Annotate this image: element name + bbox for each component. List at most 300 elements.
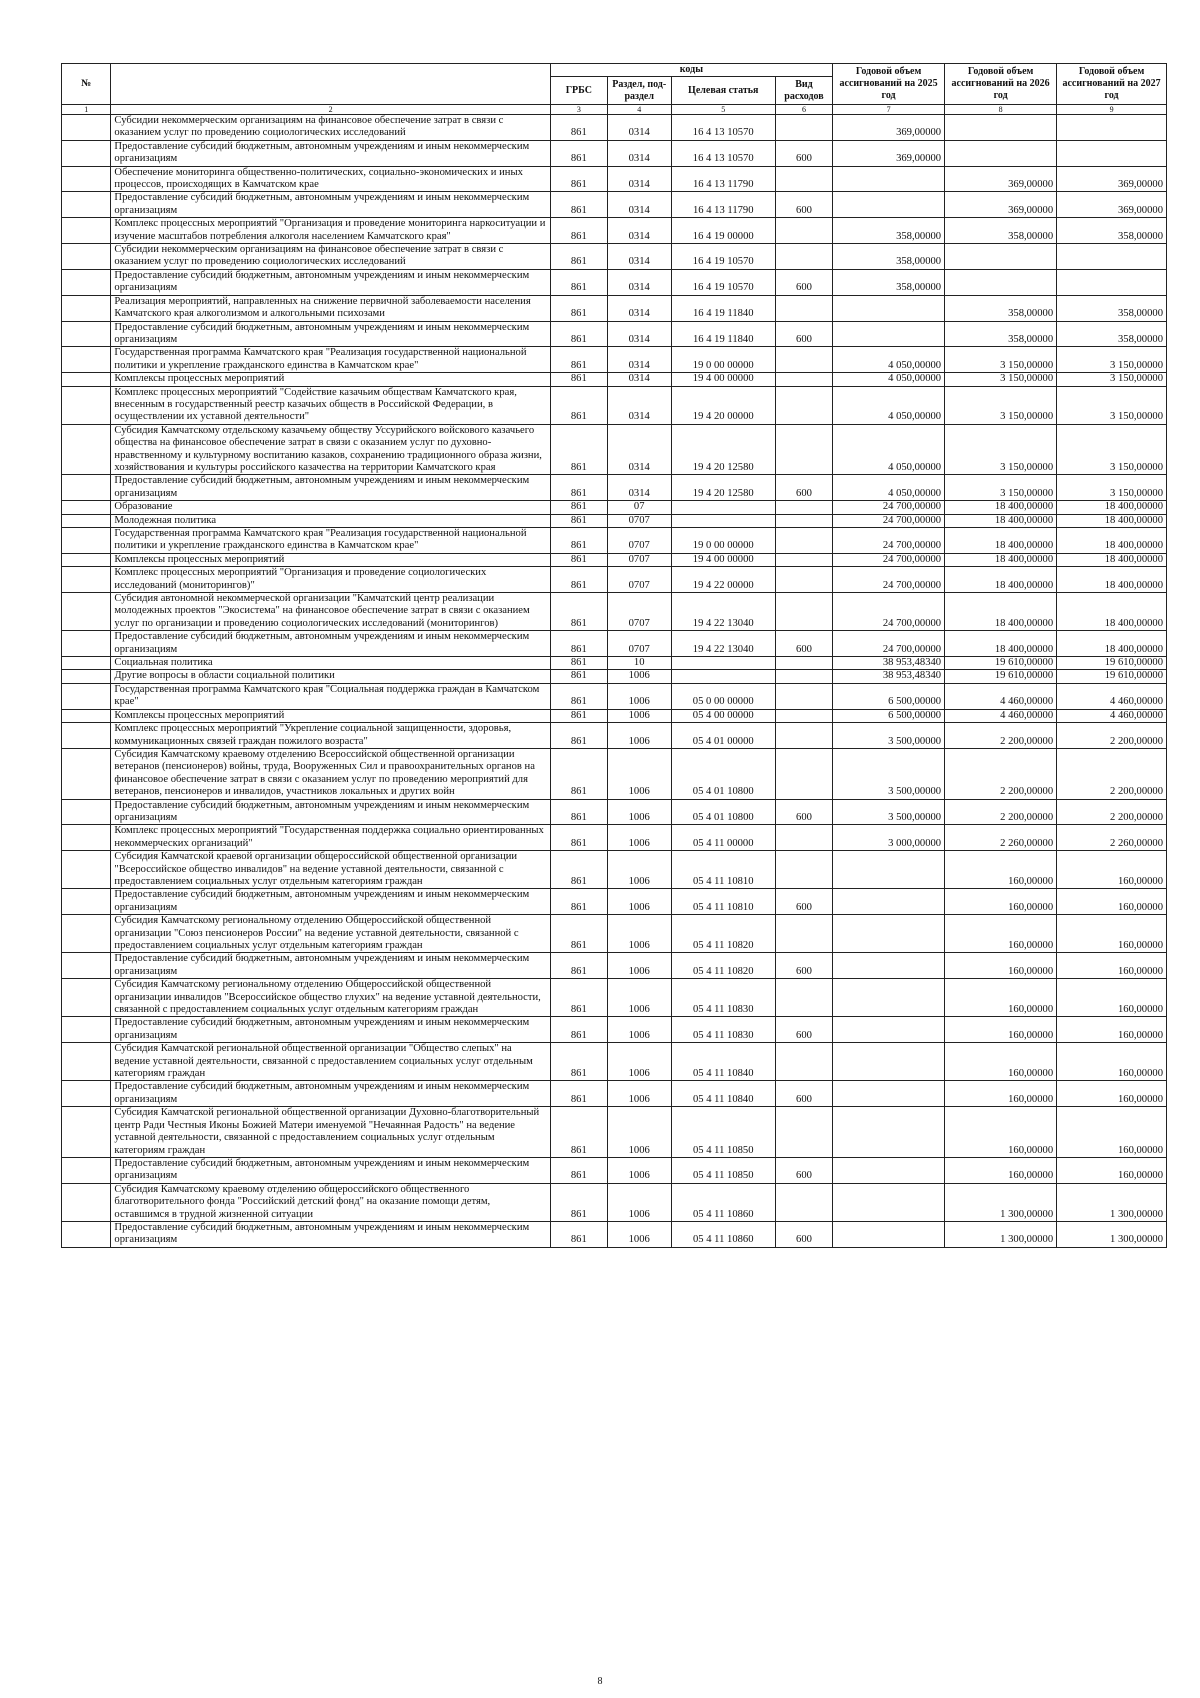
cell-expense-type: [775, 1183, 832, 1221]
cell-grbs: 861: [550, 825, 607, 851]
cell-num: [62, 670, 111, 683]
cell-amount-2027: 18 400,00000: [1057, 631, 1167, 657]
cell-expense-type: [775, 593, 832, 631]
cell-name: Субсидия Камчатской региональной общественной организации Духовно-благотворительный центр Ради Честныя Иконы Божией Матери именуемой "Нечаянная Радость" на ведение уставной деятельности, связанной с предоставлением социальных услуг отдельным категориям граждан: [111, 1107, 550, 1158]
cell-name: Субсидия Камчатской краевой организации общероссийской общественной организации "Всероссийское общество инвалидов" на ведение уставной деятельности, связанной с предоставлением социальных услуг отдельным категориям граждан: [111, 851, 550, 889]
budget-table: [61, 63, 1167, 1248]
table-row: [62, 244, 1167, 270]
cell-target-article: 19 4 20 12580: [671, 424, 775, 475]
table-row: [62, 670, 1167, 683]
cell-amount-2026: 160,00000: [945, 1107, 1057, 1158]
cell-num: [62, 631, 111, 657]
cell-amount-2027: 4 460,00000: [1057, 683, 1167, 709]
cell-amount-2027: 2 200,00000: [1057, 799, 1167, 825]
cell-amount-2025: 358,00000: [833, 244, 945, 270]
header-exp-type: Вид расходов: [775, 77, 832, 105]
cell-amount-2026: 3 150,00000: [945, 386, 1057, 424]
header-codes: коды: [550, 64, 832, 77]
cell-expense-type: [775, 501, 832, 514]
cell-amount-2026: [945, 244, 1057, 270]
cell-amount-2026: 18 400,00000: [945, 593, 1057, 631]
cell-grbs: 861: [550, 670, 607, 683]
cell-grbs: 861: [550, 631, 607, 657]
cell-amount-2025: [833, 979, 945, 1017]
cell-amount-2026: 358,00000: [945, 218, 1057, 244]
cell-amount-2027: 1 300,00000: [1057, 1183, 1167, 1221]
cell-name: Реализация мероприятий, направленных на снижение первичной заболеваемости населения Камчатского края алкоголизмом и алкогольными психозами: [111, 295, 550, 321]
cell-expense-type: [775, 244, 832, 270]
cell-num: [62, 553, 111, 566]
cell-num: [62, 1157, 111, 1183]
cell-target-article: 19 4 00 00000: [671, 553, 775, 566]
cell-num: [62, 979, 111, 1017]
cell-section: 0314: [607, 295, 671, 321]
cell-amount-2026: 19 610,00000: [945, 657, 1057, 670]
cell-amount-2026: 2 200,00000: [945, 723, 1057, 749]
cell-name: Молодежная политика: [111, 514, 550, 527]
cell-expense-type: [775, 825, 832, 851]
cell-amount-2025: [833, 915, 945, 953]
cell-target-article: 16 4 13 10570: [671, 140, 775, 166]
table-row: [62, 424, 1167, 475]
cell-amount-2027: [1057, 244, 1167, 270]
cell-expense-type: [775, 218, 832, 244]
cell-amount-2026: 18 400,00000: [945, 631, 1057, 657]
cell-amount-2026: 18 400,00000: [945, 501, 1057, 514]
cell-section: 1006: [607, 915, 671, 953]
cell-amount-2027: 18 400,00000: [1057, 501, 1167, 514]
cell-num: [62, 953, 111, 979]
cell-section: 0707: [607, 567, 671, 593]
cell-num: [62, 295, 111, 321]
column-numbers-row: [62, 105, 1167, 115]
cell-section: 1006: [607, 1221, 671, 1247]
cell-grbs: 861: [550, 1043, 607, 1081]
cell-amount-2026: 160,00000: [945, 1081, 1057, 1107]
cell-grbs: 861: [550, 1157, 607, 1183]
cell-amount-2026: 2 200,00000: [945, 748, 1057, 799]
cell-section: 1006: [607, 953, 671, 979]
table-row: [62, 748, 1167, 799]
budget-table-sheet: [61, 63, 1167, 1248]
cell-expense-type: [775, 1043, 832, 1081]
cell-amount-2026: 358,00000: [945, 295, 1057, 321]
cell-grbs: 861: [550, 218, 607, 244]
cell-expense-type: [775, 553, 832, 566]
cell-target-article: 16 4 19 00000: [671, 218, 775, 244]
table-row: [62, 1043, 1167, 1081]
cell-amount-2027: 160,00000: [1057, 1107, 1167, 1158]
cell-amount-2026: 160,00000: [945, 1017, 1057, 1043]
cell-amount-2027: 4 460,00000: [1057, 709, 1167, 722]
table-row: [62, 166, 1167, 192]
cell-amount-2027: 18 400,00000: [1057, 593, 1167, 631]
table-row: [62, 514, 1167, 527]
cell-num: [62, 1081, 111, 1107]
cell-name: Комплекс процессных мероприятий "Государственная поддержка социально ориентированных некоммерческих организаций": [111, 825, 550, 851]
cell-name: Субсидия Камчатскому региональному отделению Общероссийской общественной организации "Союз пенсионеров России" на ведение уставной деятельности, связанной с предоставлением социальных услуг отдельным категориям граждан: [111, 915, 550, 953]
cell-target-article: 05 4 11 10820: [671, 953, 775, 979]
cell-amount-2027: 3 150,00000: [1057, 475, 1167, 501]
cell-expense-type: 600: [775, 475, 832, 501]
cell-amount-2025: 4 050,00000: [833, 424, 945, 475]
cell-expense-type: 600: [775, 1157, 832, 1183]
cell-amount-2025: [833, 1017, 945, 1043]
cell-amount-2026: 160,00000: [945, 953, 1057, 979]
cell-num: [62, 657, 111, 670]
cell-section: 1006: [607, 1183, 671, 1221]
cell-num: [62, 683, 111, 709]
cell-expense-type: 600: [775, 799, 832, 825]
cell-amount-2026: 3 150,00000: [945, 424, 1057, 475]
cell-expense-type: [775, 683, 832, 709]
cell-target-article: 19 4 22 00000: [671, 567, 775, 593]
cell-target-article: [671, 514, 775, 527]
cell-name: Комплексы процессных мероприятий: [111, 709, 550, 722]
cell-target-article: 19 4 22 13040: [671, 631, 775, 657]
cell-amount-2025: [833, 1157, 945, 1183]
cell-section: 1006: [607, 799, 671, 825]
cell-name: Государственная программа Камчатского края "Реализация государственной национальной политики и укрепление гражданского единства в Камчатском крае": [111, 528, 550, 554]
cell-amount-2025: 24 700,00000: [833, 528, 945, 554]
cell-section: 0314: [607, 373, 671, 386]
cell-name: Предоставление субсидий бюджетным, автономным учреждениям и иным некоммерческим организациям: [111, 631, 550, 657]
cell-grbs: 861: [550, 514, 607, 527]
header-grbs: ГРБС: [550, 77, 607, 105]
cell-amount-2027: 18 400,00000: [1057, 567, 1167, 593]
cell-section: 07: [607, 501, 671, 514]
cell-target-article: 19 4 20 00000: [671, 386, 775, 424]
cell-num: [62, 269, 111, 295]
cell-grbs: 861: [550, 166, 607, 192]
cell-name: Субсидия Камчатскому отдельскому казачьему обществу Уссурийского войскового казачьего общества на финансовое обеспечение затрат в связи с оказанием услуг по духовно-нравственному и культурному воспитанию казаков, сохранению традиционного образа жизни, хозяйствования и культуры российского казачества на территории Камчатского края: [111, 424, 550, 475]
cell-target-article: 19 0 00 00000: [671, 347, 775, 373]
cell-amount-2025: 4 050,00000: [833, 373, 945, 386]
cell-target-article: 16 4 19 10570: [671, 269, 775, 295]
cell-name: Комплекс процессных мероприятий "Укрепление социальной защищенности, здоровья, коммуникационных связей граждан пожилого возраста": [111, 723, 550, 749]
table-row: [62, 373, 1167, 386]
cell-grbs: 861: [550, 567, 607, 593]
col-number: 6: [775, 105, 832, 115]
table-row: [62, 593, 1167, 631]
cell-num: [62, 218, 111, 244]
cell-amount-2025: [833, 166, 945, 192]
cell-name: Субсидия Камчатскому краевому отделению Всероссийской общественной организации ветеранов (пенсионеров) войны, труда, Вооруженных Сил и правоохранительных органов на финансовое обеспечение затрат в связи с оказанием услуг по проведению мероприятий для ветеранов, пенсионеров и инвалидов, участников локальных и других войн: [111, 748, 550, 799]
cell-amount-2027: 160,00000: [1057, 851, 1167, 889]
cell-amount-2026: 18 400,00000: [945, 514, 1057, 527]
col-number: 2: [111, 105, 550, 115]
cell-grbs: 861: [550, 386, 607, 424]
cell-num: [62, 514, 111, 527]
cell-amount-2025: [833, 953, 945, 979]
cell-num: [62, 424, 111, 475]
cell-section: 1006: [607, 723, 671, 749]
cell-expense-type: [775, 979, 832, 1017]
cell-expense-type: 600: [775, 321, 832, 347]
cell-section: 0314: [607, 424, 671, 475]
cell-amount-2025: [833, 851, 945, 889]
cell-num: [62, 1221, 111, 1247]
cell-amount-2026: 369,00000: [945, 192, 1057, 218]
cell-amount-2027: 160,00000: [1057, 1043, 1167, 1081]
cell-expense-type: 600: [775, 269, 832, 295]
cell-amount-2025: 24 700,00000: [833, 567, 945, 593]
cell-target-article: 05 4 11 10820: [671, 915, 775, 953]
header-2027: Годовой объем ассигнований на 2027 год: [1057, 64, 1167, 105]
cell-section: 0314: [607, 166, 671, 192]
cell-section: 1006: [607, 979, 671, 1017]
cell-amount-2026: 3 150,00000: [945, 475, 1057, 501]
cell-amount-2027: [1057, 269, 1167, 295]
cell-amount-2027: 19 610,00000: [1057, 657, 1167, 670]
cell-amount-2027: 3 150,00000: [1057, 386, 1167, 424]
cell-amount-2025: 6 500,00000: [833, 683, 945, 709]
cell-num: [62, 347, 111, 373]
header-2026: Годовой объем ассигнований на 2026 год: [945, 64, 1057, 105]
cell-num: [62, 567, 111, 593]
cell-amount-2026: 160,00000: [945, 1157, 1057, 1183]
cell-grbs: 861: [550, 321, 607, 347]
cell-section: 0314: [607, 115, 671, 141]
cell-section: 1006: [607, 889, 671, 915]
cell-target-article: 05 4 11 10810: [671, 851, 775, 889]
cell-section: 1006: [607, 851, 671, 889]
cell-target-article: [671, 657, 775, 670]
cell-num: [62, 321, 111, 347]
cell-section: 1006: [607, 825, 671, 851]
cell-amount-2026: 18 400,00000: [945, 567, 1057, 593]
cell-expense-type: [775, 166, 832, 192]
cell-name: Предоставление субсидий бюджетным, автономным учреждениям и иным некоммерческим организациям: [111, 475, 550, 501]
cell-expense-type: [775, 670, 832, 683]
cell-name: Обеспечение мониторинга общественно-политических, социально-экономических и иных процессов, происходящих в Камчатском крае: [111, 166, 550, 192]
cell-expense-type: [775, 386, 832, 424]
table-row: [62, 915, 1167, 953]
cell-target-article: 05 4 01 00000: [671, 723, 775, 749]
cell-amount-2026: 2 260,00000: [945, 825, 1057, 851]
cell-amount-2027: 18 400,00000: [1057, 514, 1167, 527]
cell-amount-2025: 369,00000: [833, 140, 945, 166]
cell-section: 1006: [607, 1017, 671, 1043]
cell-target-article: 05 4 11 10830: [671, 979, 775, 1017]
cell-target-article: 05 4 11 10840: [671, 1081, 775, 1107]
cell-grbs: 861: [550, 657, 607, 670]
cell-name: Комплекс процессных мероприятий "Организация и проведение социологических исследований (мониторингов)": [111, 567, 550, 593]
cell-target-article: 16 4 19 11840: [671, 295, 775, 321]
cell-target-article: 05 4 11 10810: [671, 889, 775, 915]
cell-amount-2027: 2 200,00000: [1057, 748, 1167, 799]
table-row: [62, 218, 1167, 244]
cell-expense-type: [775, 424, 832, 475]
cell-section: 0314: [607, 269, 671, 295]
cell-expense-type: 600: [775, 889, 832, 915]
cell-grbs: 861: [550, 244, 607, 270]
cell-amount-2025: 24 700,00000: [833, 593, 945, 631]
col-number: 4: [607, 105, 671, 115]
cell-amount-2027: 2 260,00000: [1057, 825, 1167, 851]
cell-grbs: 861: [550, 683, 607, 709]
cell-amount-2025: 369,00000: [833, 115, 945, 141]
cell-name: Предоставление субсидий бюджетным, автономным учреждениям и иным некоммерческим организациям: [111, 1221, 550, 1247]
cell-name: Предоставление субсидий бюджетным, автономным учреждениям и иным некоммерческим организациям: [111, 799, 550, 825]
cell-amount-2026: 160,00000: [945, 979, 1057, 1017]
cell-amount-2026: 19 610,00000: [945, 670, 1057, 683]
cell-num: [62, 889, 111, 915]
cell-expense-type: [775, 748, 832, 799]
cell-num: [62, 115, 111, 141]
cell-target-article: 05 4 01 10800: [671, 799, 775, 825]
cell-num: [62, 475, 111, 501]
table-row: [62, 192, 1167, 218]
cell-amount-2027: 358,00000: [1057, 321, 1167, 347]
cell-amount-2027: 160,00000: [1057, 1017, 1167, 1043]
cell-grbs: 861: [550, 192, 607, 218]
header-num: №: [62, 64, 111, 105]
table-row: [62, 1157, 1167, 1183]
cell-expense-type: [775, 1107, 832, 1158]
cell-num: [62, 386, 111, 424]
col-number: 9: [1057, 105, 1167, 115]
cell-grbs: 861: [550, 593, 607, 631]
cell-name: Субсидия автономной некоммерческой организации "Камчатский центр реализации молодежных проектов "Экосистема" на финансовое обеспечение затрат в связи с оказанием услуг по организации и проведению социологических исследований (мониторингов): [111, 593, 550, 631]
table-row: [62, 553, 1167, 566]
cell-target-article: 05 4 11 10830: [671, 1017, 775, 1043]
cell-amount-2027: [1057, 115, 1167, 141]
table-row: [62, 1107, 1167, 1158]
table-row: [62, 140, 1167, 166]
cell-section: 0707: [607, 631, 671, 657]
cell-grbs: 861: [550, 475, 607, 501]
cell-amount-2026: [945, 269, 1057, 295]
table-row: [62, 851, 1167, 889]
cell-target-article: 05 0 00 00000: [671, 683, 775, 709]
cell-amount-2026: 4 460,00000: [945, 709, 1057, 722]
cell-grbs: 861: [550, 140, 607, 166]
cell-amount-2025: 24 700,00000: [833, 514, 945, 527]
cell-name: Другие вопросы в области социальной политики: [111, 670, 550, 683]
cell-target-article: 19 4 00 00000: [671, 373, 775, 386]
cell-amount-2025: [833, 1107, 945, 1158]
table-row: [62, 953, 1167, 979]
cell-amount-2027: 19 610,00000: [1057, 670, 1167, 683]
cell-target-article: 16 4 13 11790: [671, 166, 775, 192]
cell-amount-2025: [833, 295, 945, 321]
cell-amount-2026: 160,00000: [945, 915, 1057, 953]
table-row: [62, 501, 1167, 514]
cell-amount-2027: [1057, 140, 1167, 166]
cell-name: Предоставление субсидий бюджетным, автономным учреждениям и иным некоммерческим организациям: [111, 953, 550, 979]
cell-expense-type: [775, 915, 832, 953]
cell-grbs: 861: [550, 1081, 607, 1107]
table-row: [62, 115, 1167, 141]
cell-num: [62, 373, 111, 386]
cell-expense-type: [775, 657, 832, 670]
cell-amount-2026: 1 300,00000: [945, 1183, 1057, 1221]
cell-target-article: 05 4 11 10860: [671, 1183, 775, 1221]
col-number: 3: [550, 105, 607, 115]
table-row: [62, 1081, 1167, 1107]
table-row: [62, 631, 1167, 657]
cell-target-article: 05 4 11 10840: [671, 1043, 775, 1081]
cell-amount-2027: 3 150,00000: [1057, 347, 1167, 373]
cell-amount-2025: [833, 889, 945, 915]
cell-num: [62, 244, 111, 270]
cell-name: Предоставление субсидий бюджетным, автономным учреждениям и иным некоммерческим организациям: [111, 1017, 550, 1043]
cell-grbs: 861: [550, 269, 607, 295]
cell-name: Комплексы процессных мероприятий: [111, 553, 550, 566]
cell-section: 1006: [607, 1081, 671, 1107]
cell-amount-2026: 1 300,00000: [945, 1221, 1057, 1247]
cell-name: Предоставление субсидий бюджетным, автономным учреждениям и иным некоммерческим организациям: [111, 269, 550, 295]
cell-target-article: 19 0 00 00000: [671, 528, 775, 554]
cell-section: 0314: [607, 321, 671, 347]
cell-amount-2025: 24 700,00000: [833, 553, 945, 566]
table-row: [62, 979, 1167, 1017]
cell-amount-2025: [833, 321, 945, 347]
table-row: [62, 657, 1167, 670]
cell-num: [62, 1183, 111, 1221]
cell-num: [62, 1107, 111, 1158]
cell-name: Предоставление субсидий бюджетным, автономным учреждениям и иным некоммерческим организациям: [111, 140, 550, 166]
cell-amount-2027: 160,00000: [1057, 979, 1167, 1017]
cell-target-article: 05 4 01 10800: [671, 748, 775, 799]
header-target: Целевая статья: [671, 77, 775, 105]
cell-amount-2026: 18 400,00000: [945, 528, 1057, 554]
cell-expense-type: [775, 567, 832, 593]
cell-grbs: 861: [550, 889, 607, 915]
table-row: [62, 1017, 1167, 1043]
cell-section: 0314: [607, 386, 671, 424]
cell-grbs: 861: [550, 424, 607, 475]
cell-amount-2027: 369,00000: [1057, 192, 1167, 218]
cell-amount-2025: 3 500,00000: [833, 748, 945, 799]
cell-target-article: [671, 501, 775, 514]
cell-grbs: 861: [550, 528, 607, 554]
cell-name: Субсидия Камчатскому краевому отделению общероссийского общественного благотворительного фонда "Российский детский фонд" на оказание помощи детям, оставшимся в трудной жизненной ситуации: [111, 1183, 550, 1221]
cell-section: 0314: [607, 475, 671, 501]
cell-amount-2027: 358,00000: [1057, 218, 1167, 244]
cell-section: 0314: [607, 218, 671, 244]
cell-amount-2026: 160,00000: [945, 1043, 1057, 1081]
cell-amount-2027: 1 300,00000: [1057, 1221, 1167, 1247]
cell-target-article: [671, 670, 775, 683]
cell-amount-2025: 38 953,48340: [833, 670, 945, 683]
cell-section: 10: [607, 657, 671, 670]
cell-grbs: 861: [550, 915, 607, 953]
table-row: [62, 269, 1167, 295]
cell-num: [62, 851, 111, 889]
cell-num: [62, 799, 111, 825]
cell-expense-type: [775, 514, 832, 527]
cell-name: Образование: [111, 501, 550, 514]
cell-name: Комплекс процессных мероприятий "Организация и проведение мониторинга наркоситуации и изучение масштабов потребления алкоголя населением Камчатского края": [111, 218, 550, 244]
cell-target-article: 19 4 22 13040: [671, 593, 775, 631]
cell-num: [62, 593, 111, 631]
table-row: [62, 799, 1167, 825]
cell-expense-type: [775, 347, 832, 373]
cell-num: [62, 528, 111, 554]
cell-grbs: 861: [550, 851, 607, 889]
cell-expense-type: 600: [775, 1081, 832, 1107]
table-row: [62, 709, 1167, 722]
cell-section: 0707: [607, 528, 671, 554]
table-row: [62, 386, 1167, 424]
cell-section: 0314: [607, 140, 671, 166]
cell-expense-type: 600: [775, 192, 832, 218]
cell-amount-2025: 3 500,00000: [833, 799, 945, 825]
cell-target-article: 16 4 13 10570: [671, 115, 775, 141]
table-row: [62, 567, 1167, 593]
